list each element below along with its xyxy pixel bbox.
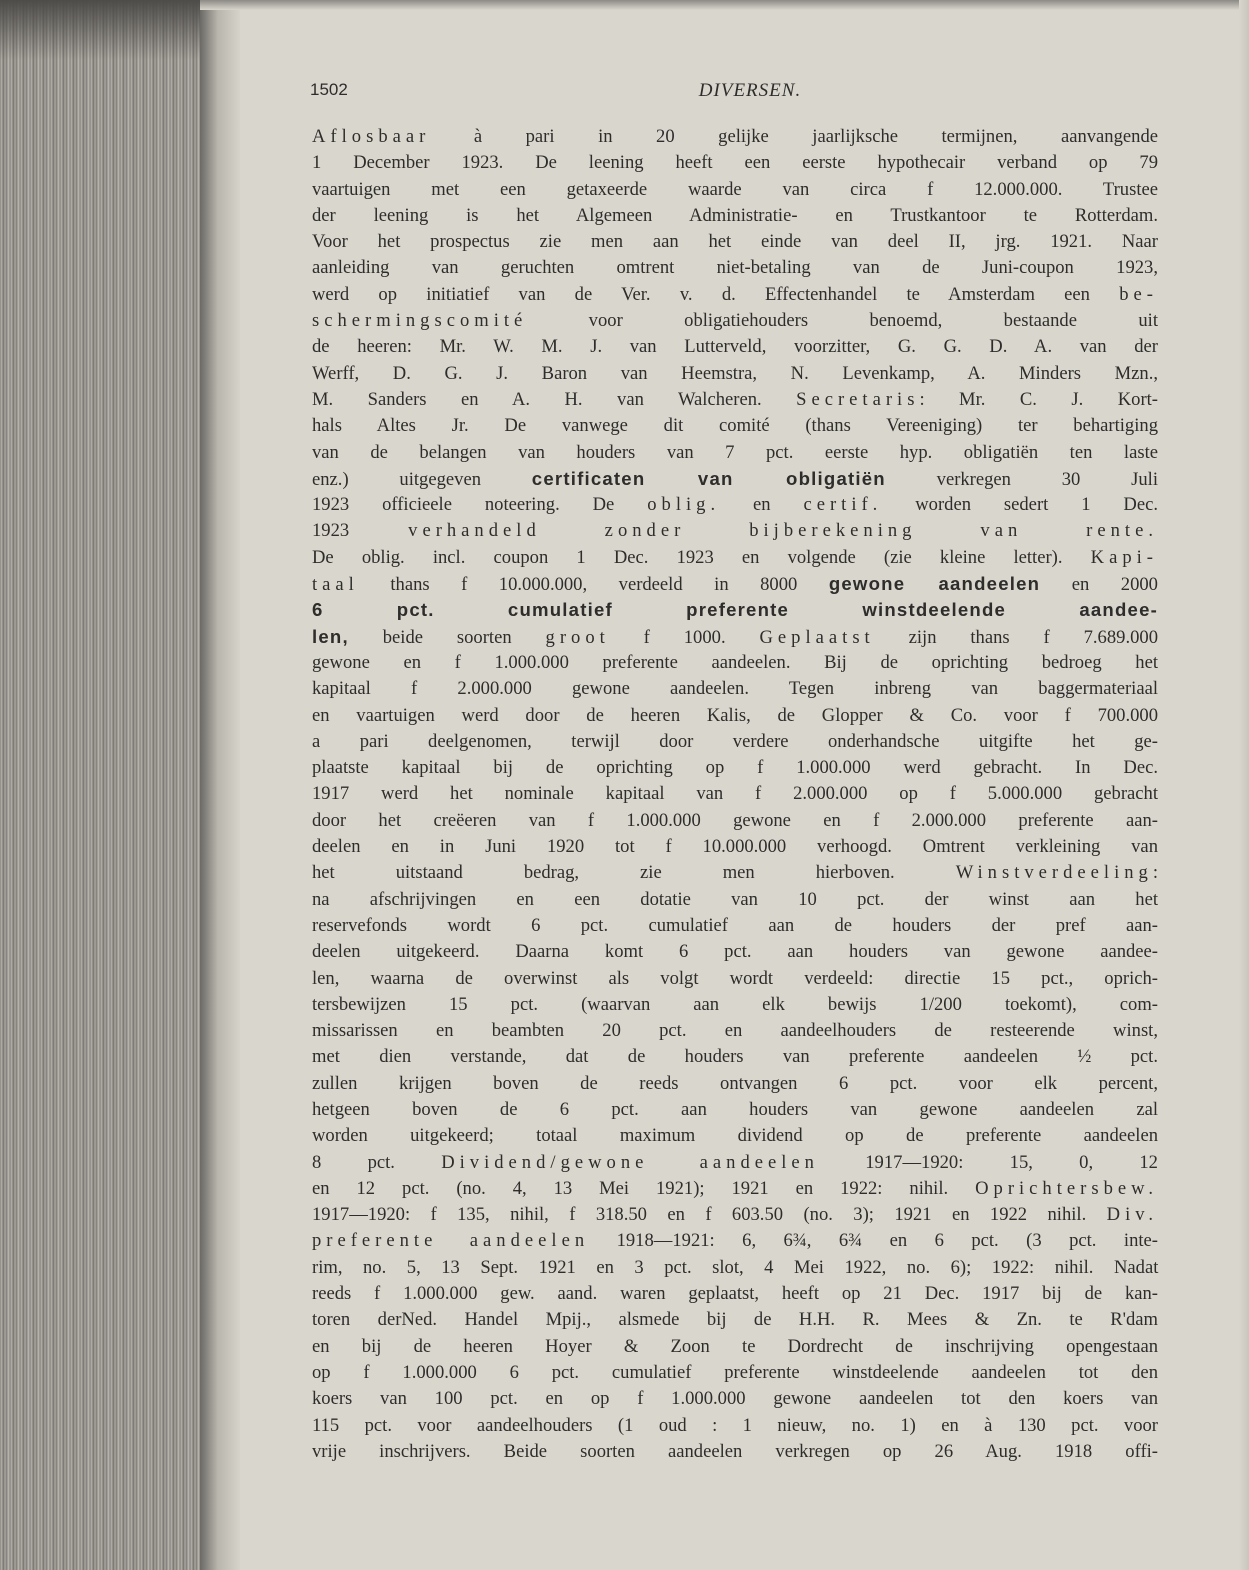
text-run: vaartuigen met een getaxeerde waarde van circa f 12.000.000. Trustee xyxy=(312,178,1158,200)
text-line xyxy=(312,545,1158,571)
text-run: kapitaal f 2.000.000 gewone aandeelen. Tegen inbreng van baggermateriaal xyxy=(312,678,1158,700)
text-run: beide soorten xyxy=(348,626,546,648)
text-run: 1923 officieele noteering. De xyxy=(312,494,648,516)
text-run: 1923 xyxy=(312,520,409,542)
text-line xyxy=(312,808,1158,834)
spaced-term: Kapi- xyxy=(1090,546,1158,568)
text-run: missarissen en beambten 20 pct. en aandeelhouders de resteerende winst, xyxy=(312,1020,1158,1042)
text-run: op f 1.000.000 6 pct. cumulatief preferente winstdeelende aandeelen tot den xyxy=(312,1361,1158,1383)
text-run: reservefonds wordt 6 pct. cumulatief aan de houders der pref aan- xyxy=(312,914,1158,936)
text-line xyxy=(312,124,1158,150)
text-line xyxy=(312,440,1158,466)
text-run: deelen en in Juni 1920 tot f 10.000.000 verhoogd. Omtrent verkleining van xyxy=(312,836,1158,858)
text-line xyxy=(312,387,1158,413)
text-run: vrije inschrijvers. Beide soorten aandeelen verkregen op 26 Aug. 1918 offi- xyxy=(312,1440,1158,1462)
book-spine-edge xyxy=(0,0,215,1570)
text-run: len, waarna de overwinst als volgt wordt verdeeld: directie 15 pct., oprich- xyxy=(312,967,1158,989)
text-run: Voor het prospectus zie men aan het einde van deel II, jrg. 1921. Naar xyxy=(312,231,1158,253)
body-text xyxy=(312,124,1158,1465)
text-run: M. Sanders en A. H. van Walcheren. xyxy=(312,388,797,410)
book-page xyxy=(312,78,1158,1465)
text-run: Werff, D. G. J. Baron van Heemstra, N. Levenkamp, A. Minders Mzn., xyxy=(312,362,1158,384)
text-line xyxy=(312,1071,1158,1097)
text-run: thans f 10.000.000, verdeeld in 8000 xyxy=(358,574,829,596)
spaced-term: schermingscomité xyxy=(312,310,528,332)
text-run: en bij de heeren Hoyer & Zoon te Dordrecht de inschrijving opengestaan xyxy=(312,1335,1158,1357)
text-line xyxy=(312,597,1158,623)
text-line xyxy=(312,1228,1158,1254)
text-line xyxy=(312,308,1158,334)
text-run: plaatste kapitaal bij de oprichting op f 1.000.000 werd gebracht. In Dec. xyxy=(312,757,1158,779)
text-run: : xyxy=(1152,862,1158,884)
text-run: door het creëeren van f 1.000.000 gewone en f 2.000.000 preferente aan- xyxy=(312,809,1158,831)
text-line xyxy=(312,966,1158,992)
text-run: werd op initiatief van de Ver. v. d. Effectenhandel te Amsterdam een xyxy=(312,283,1120,305)
text-line xyxy=(312,1307,1158,1333)
text-line xyxy=(312,150,1158,176)
text-line xyxy=(312,729,1158,755)
text-line xyxy=(312,255,1158,281)
text-run: koers van 100 pct. en op f 1.000.000 gewone aandeelen tot den koers van xyxy=(312,1388,1158,1410)
text-line xyxy=(312,1018,1158,1044)
text-line xyxy=(312,571,1158,597)
bold-term: gewone aandeelen xyxy=(828,573,1041,595)
text-line xyxy=(312,466,1158,492)
text-run: voor obligatiehouders benoemd, bestaande uit xyxy=(527,310,1158,332)
text-line xyxy=(312,650,1158,676)
text-line xyxy=(312,703,1158,729)
text-run: toren derNed. Handel Mpij., alsmede bij de H.H. R. Mees & Zn. te R'dam xyxy=(312,1309,1158,1331)
text-line xyxy=(312,624,1158,650)
text-line xyxy=(312,361,1158,387)
spaced-term: preferente aandeelen xyxy=(312,1230,590,1252)
page-gutter-shadow xyxy=(200,0,240,1570)
text-run: worden uitgekeerd; totaal maximum dividend op de preferente aandeelen xyxy=(312,1125,1158,1147)
text-run: met dien verstande, dat de houders van preferente aandeelen ½ pct. xyxy=(312,1046,1158,1068)
text-run: aanleiding van geruchten omtrent niet-betaling van de Juni-coupon 1923, xyxy=(312,257,1158,279)
text-run: en 2000 xyxy=(1040,574,1158,596)
spaced-term: Winstverdeeling xyxy=(955,862,1153,884)
text-run: rim, no. 5, 13 Sept. 1921 en 3 pct. slot, 4 Mei 1922, no. 6); 1922: nihil. Nadat xyxy=(312,1256,1159,1278)
text-line xyxy=(312,1255,1158,1281)
text-line xyxy=(312,1097,1158,1123)
text-run: hals Altes Jr. De vanwege dit comité (thans Vereeniging) ter behartiging xyxy=(312,415,1158,437)
bold-term: len, xyxy=(312,625,349,647)
text-line xyxy=(312,834,1158,860)
text-run: : Mr. C. J. Kort- xyxy=(919,388,1158,410)
text-line xyxy=(312,1281,1158,1307)
text-run: na afschrijvingen en een dotatie van 10 pct. der winst aan het xyxy=(312,888,1158,910)
text-run: 1 December 1923. De leening heeft een eerste hypothecair verband op 79 xyxy=(312,152,1158,174)
text-line xyxy=(312,492,1158,518)
text-line xyxy=(312,203,1158,229)
text-line xyxy=(312,177,1158,203)
text-line xyxy=(312,1202,1158,1228)
spaced-term: be- xyxy=(1119,283,1158,305)
text-run: reeds f 1.000.000 gew. aand. waren geplaatst, heeft op 21 Dec. 1917 bij de kan- xyxy=(312,1283,1158,1305)
text-run: zijn thans f 7.689.000 xyxy=(874,626,1158,648)
text-run: het uitstaand bedrag, zie men hierboven. xyxy=(312,862,956,884)
page-top-edge xyxy=(200,0,1249,10)
text-line xyxy=(312,913,1158,939)
text-line xyxy=(312,1386,1158,1412)
text-line xyxy=(312,939,1158,965)
text-line xyxy=(312,860,1158,886)
text-line xyxy=(312,282,1158,308)
text-line xyxy=(312,1413,1158,1439)
text-run: enz.) uitgegeven xyxy=(312,468,532,490)
text-run: 1917 werd het nominale kapitaal van f 2.000.000 op f 5.000.000 gebracht xyxy=(312,783,1158,805)
text-run: 8 pct. xyxy=(312,1151,442,1173)
spaced-term: Geplaatst xyxy=(759,626,875,648)
text-line xyxy=(312,1176,1158,1202)
page-header xyxy=(312,78,1158,108)
text-line xyxy=(312,518,1158,544)
text-line xyxy=(312,413,1158,439)
bold-term: certificaten van obligatiën xyxy=(531,467,886,489)
spaced-term: Secretaris xyxy=(796,388,920,410)
text-line xyxy=(312,1439,1158,1465)
text-line xyxy=(312,755,1158,781)
text-line xyxy=(312,1044,1158,1070)
text-run: tersbewijzen 15 pct. (waarvan aan elk bewijs 1/200 toekomt), com- xyxy=(312,993,1158,1015)
text-run: en 12 pct. (no. 4, 13 Mei 1921); 1921 en 1922: nihil. xyxy=(312,1177,976,1199)
text-run: van de belangen van houders van 7 pct. eerste hyp. obligatiën ten laste xyxy=(312,441,1158,463)
text-run: 1917—1920: f 135, nihil, f 318.50 en f 603.50 (no. 3); 1921 en 1922 nihil. xyxy=(312,1204,1107,1226)
text-line xyxy=(312,229,1158,255)
text-run: f 1000. xyxy=(609,626,760,648)
text-run: der leening is het Algemeen Administratie- en Trustkantoor te Rotterdam. xyxy=(312,204,1158,226)
text-run: à pari in 20 gelijke jaarlijksche termijnen, aanvangende xyxy=(430,126,1158,147)
text-line xyxy=(312,1334,1158,1360)
spaced-term: Div. xyxy=(1106,1204,1158,1226)
spaced-term: verhandeld zonder bijberekening van rente. xyxy=(408,520,1158,542)
text-run: worden sedert 1 Dec. xyxy=(882,494,1158,516)
text-line xyxy=(312,1360,1158,1386)
text-run: gewone en f 1.000.000 preferente aandeelen. Bij de oprichting bedroeg het xyxy=(312,651,1158,673)
text-line xyxy=(312,1150,1158,1176)
text-run: 1918—1921: 6, 6¾, 6¾ en 6 pct. (3 pct. inte- xyxy=(589,1230,1158,1252)
text-run: zullen krijgen boven de reeds ontvangen 6 pct. voor elk percent, xyxy=(312,1072,1158,1094)
spaced-term: Oprichtersbew. xyxy=(975,1177,1158,1199)
text-run: en vaartuigen werd door de heeren Kalis, de Glopper & Co. voor f 700.000 xyxy=(312,704,1158,726)
spaced-term: groot xyxy=(545,626,610,648)
text-run: 1917—1920: 15, 0, 12 xyxy=(818,1151,1158,1173)
text-run: en xyxy=(720,494,804,516)
text-run: 115 pct. voor aandeelhouders (1 oud : 1 nieuw, no. 1) en à 130 pct. voor xyxy=(312,1414,1158,1436)
spaced-term: Dividend/gewone aandeelen xyxy=(441,1151,819,1173)
text-run: De oblig. incl. coupon 1 Dec. 1923 en volgende (zie kleine letter). xyxy=(312,546,1091,568)
text-run: a pari deelgenomen, terwijl door verdere onderhandsche uitgifte het ge- xyxy=(312,730,1158,752)
running-head: DIVERSEN. xyxy=(698,80,802,101)
text-run: verkregen 30 Juli xyxy=(885,468,1159,490)
spaced-term: certif. xyxy=(803,494,883,516)
text-line xyxy=(312,676,1158,702)
bold-term: 6 pct. cumulatief preferente winstdeelende aandee- xyxy=(312,599,1158,621)
text-run: deelen uitgekeerd. Daarna komt 6 pct. aan houders van gewone aandee- xyxy=(312,941,1158,963)
text-run: hetgeen boven de 6 pct. aan houders van gewone aandeelen zal xyxy=(312,1098,1158,1120)
text-line xyxy=(312,1123,1158,1149)
page-number: 1502 xyxy=(310,80,348,99)
spaced-term: taal xyxy=(312,574,359,596)
text-line xyxy=(312,992,1158,1018)
spaced-term: oblig. xyxy=(647,494,721,516)
text-line xyxy=(312,334,1158,360)
page-right-edge xyxy=(1239,0,1249,1570)
text-line xyxy=(312,781,1158,807)
text-run: de heeren: Mr. W. M. J. van Lutterveld, voorzitter, G. G. D. A. van der xyxy=(312,336,1158,358)
text-line xyxy=(312,887,1158,913)
spaced-term: Aflosbaar xyxy=(312,126,431,147)
